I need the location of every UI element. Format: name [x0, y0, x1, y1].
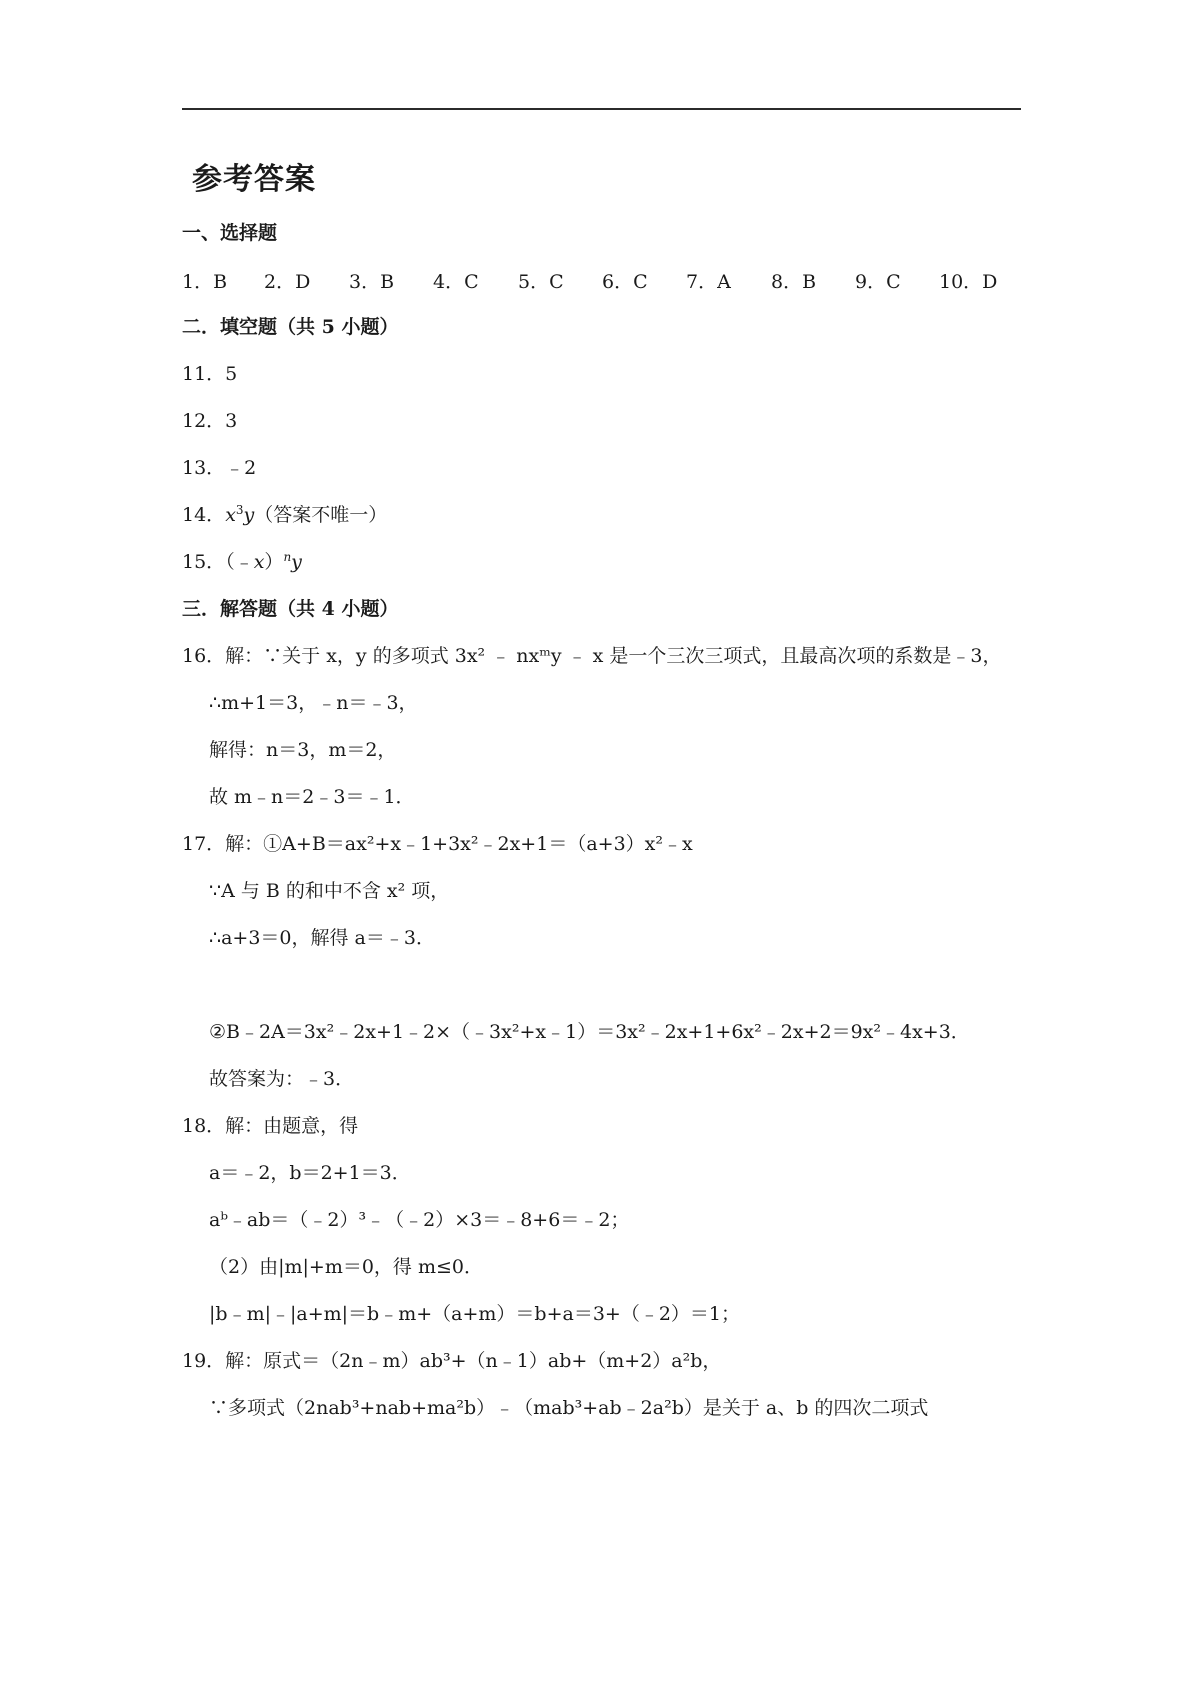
fill-answer-12: 12．3 — [182, 410, 238, 432]
section-choice-heading: 一、选择题 — [182, 222, 278, 244]
q17-line-5: 故答案为：﹣3． — [209, 1068, 355, 1090]
q14-var-x: x — [225, 504, 236, 526]
choice-answer-3: 3．B — [349, 271, 395, 293]
choice-answer-8: 8．B — [771, 271, 817, 293]
section-solve-heading: 三．解答题（共 4 小题） — [182, 598, 399, 620]
page-title: 参考答案 — [192, 162, 316, 197]
q18-line-2: a＝﹣2，b＝2+1＝3． — [209, 1162, 411, 1184]
q16-line-3: 解得：n＝3，m＝2， — [209, 739, 397, 761]
section-fill-heading: 二．填空题（共 5 小题） — [182, 316, 399, 338]
q16-line-4: 故 m﹣n＝2﹣3＝﹣1． — [209, 786, 415, 808]
fill-answer-13: 13．﹣2 — [182, 457, 257, 479]
q17-line-4: ②B﹣2A＝3x²﹣2x+1﹣2×（﹣3x²+x﹣1）＝3x²﹣2x+1+6x²﹣2x+2＝9x²﹣4x+3． — [209, 1021, 970, 1043]
q15-open: （﹣ — [225, 551, 254, 573]
q14-note: （答案不唯一） — [254, 504, 388, 526]
fill-answer-11: 11．5 — [182, 363, 238, 385]
choice-answer-9: 9．C — [855, 271, 901, 293]
q15-exponent: n — [283, 550, 292, 564]
q17-line-2: ∵A 与 B 的和中不含 x² 项， — [209, 880, 450, 902]
q17-line-3: ∴a+3＝0，解得 a＝﹣3． — [209, 927, 435, 949]
q19-line-1: 19．解：原式＝（2n﹣m）ab³+（n﹣1）ab+（m+2）a²b， — [182, 1350, 722, 1372]
q16-line-1: 16．解：∵关于 x，y 的多项式 3x² ﹣ nxᵐy ﹣ x 是一个三次三项式，且最高次项的系数是﹣3， — [182, 645, 1002, 667]
choice-answer-1: 1．B — [182, 271, 228, 293]
q15-var-x: x — [253, 551, 265, 573]
q14-var-y: y — [243, 504, 255, 526]
q16-line-2: ∴m+1＝3，﹣n＝﹣3， — [209, 692, 418, 714]
q14-exponent: 3 — [235, 503, 244, 517]
choice-answer-5: 5．C — [518, 271, 564, 293]
choice-answer-10: 10．D — [939, 271, 998, 293]
q18-line-3: aᵇ﹣ab＝（﹣2）³﹣（﹣2）×3＝﹣8+6＝﹣2； — [209, 1209, 630, 1231]
fill-answer-14 — [182, 503, 387, 527]
q17-line-1: 17．解：①A+B＝ax²+x﹣1+3x²﹣2x+1＝（a+3）x²﹣x — [182, 833, 693, 855]
q15-var-y: y — [291, 551, 302, 573]
choice-answer-2: 2．D — [264, 271, 311, 293]
choice-answer-7: 7．A — [686, 271, 731, 293]
q18-line-4: （2）由|m|+m＝0，得 m≤0． — [209, 1256, 483, 1278]
q15-close: ） — [264, 551, 284, 573]
q15-number: 15． — [182, 551, 226, 573]
q18-line-1: 18．解：由题意，得 — [182, 1115, 359, 1137]
q14-number: 14． — [182, 504, 226, 526]
choice-answer-6: 6．C — [602, 271, 648, 293]
choice-answer-4: 4．C — [433, 271, 479, 293]
fill-answer-15 — [182, 550, 302, 574]
q19-line-2: ∵多项式（2nab³+nab+ma²b）﹣（mab³+ab﹣2a²b）是关于 a、b 的四次二项式 — [209, 1397, 929, 1419]
q18-line-5: |b﹣m|﹣|a+m|＝b﹣m+（a+m）＝b+a＝3+（﹣2）＝1； — [209, 1303, 741, 1325]
header-rule — [182, 108, 1021, 110]
